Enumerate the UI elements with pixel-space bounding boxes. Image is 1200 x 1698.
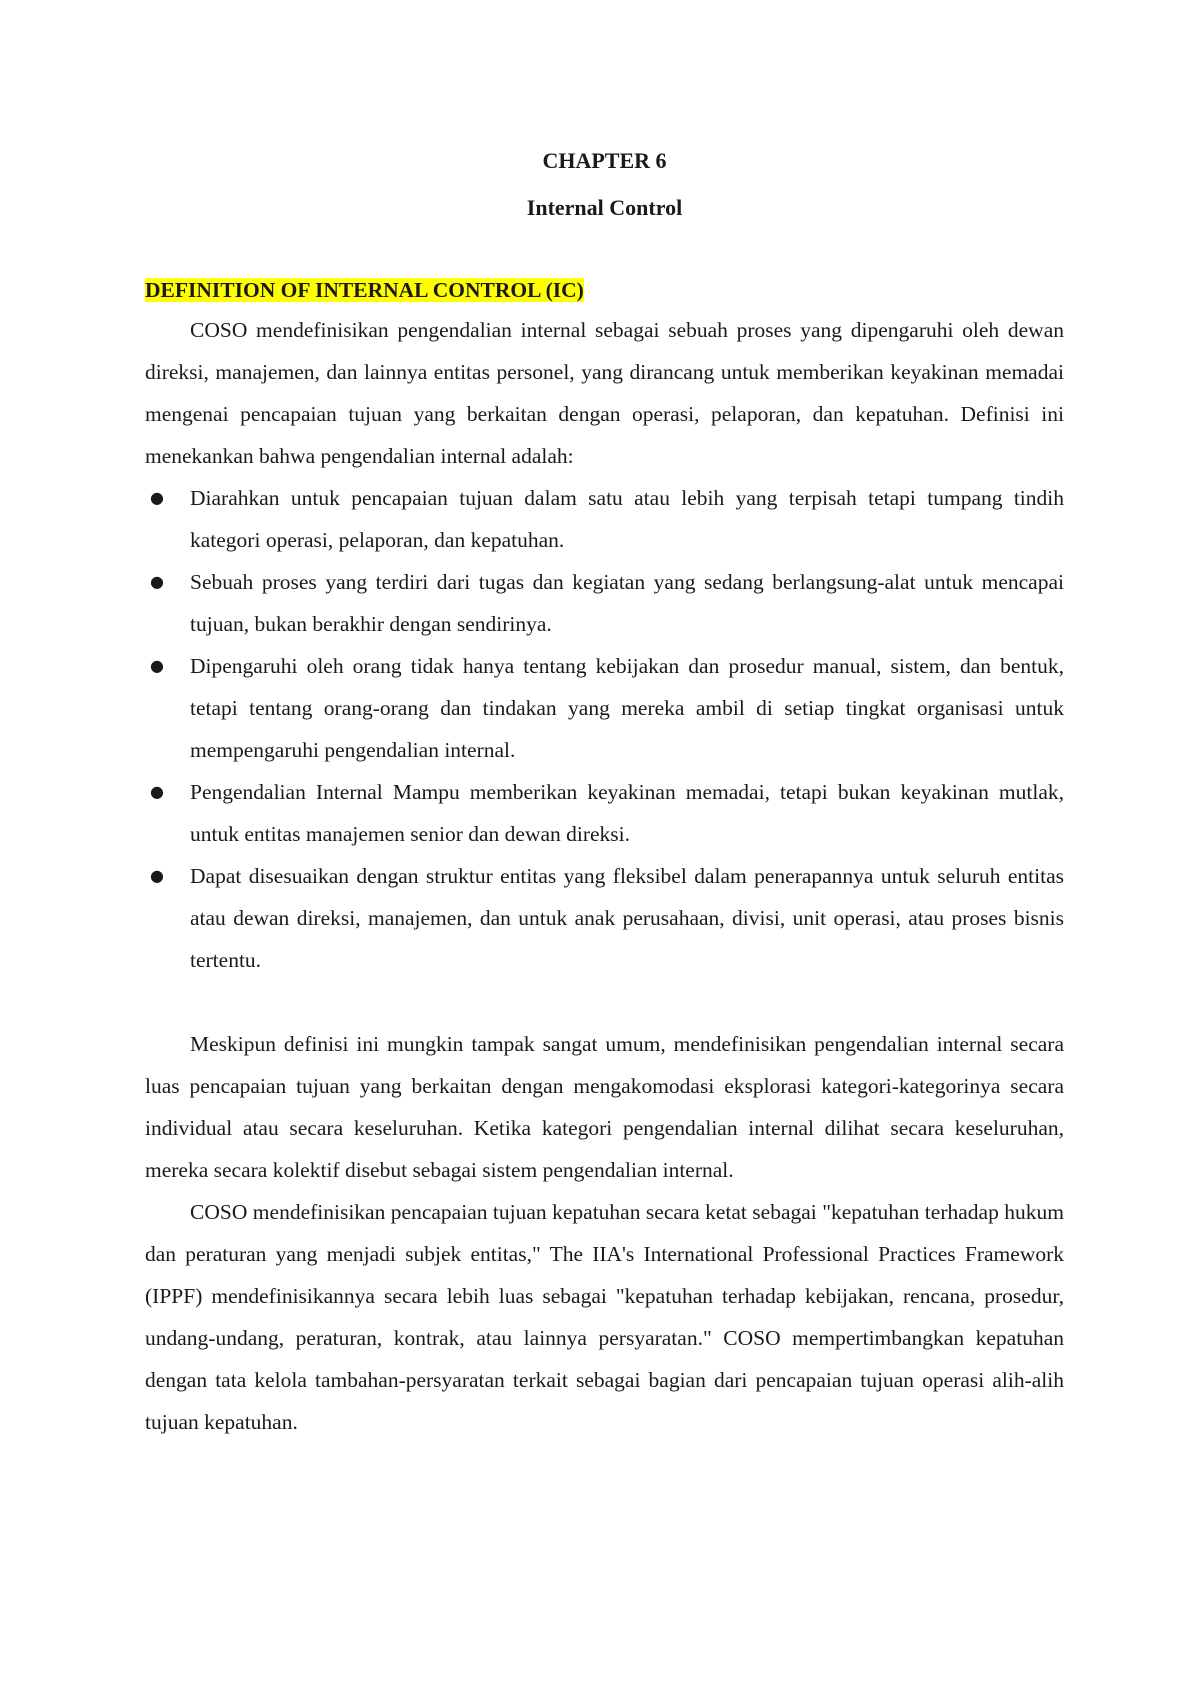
list-item xyxy=(145,855,1064,981)
bullet-text: Diarahkan untuk pencapaian tujuan dalam satu atau lebih yang terpisah tetapi tumpang tindih kategori operasi, pelaporan, dan kepatuhan. xyxy=(190,486,1064,552)
bullet-icon: ● xyxy=(150,656,164,675)
bullet-icon: ● xyxy=(150,488,164,507)
bullet-text: Pengendalian Internal Mampu memberikan keyakinan memadai, tetapi bukan keyakinan mutlak, untuk entitas manajemen senior dan dewan direksi. xyxy=(190,780,1064,846)
chapter-title: Internal Control xyxy=(526,195,683,220)
bullet-text: Dapat disesuaikan dengan struktur entitas yang fleksibel dalam penerapannya untuk seluruh entitas atau dewan direksi, manajemen, dan untuk anak perusahaan, divisi, unit operasi, atau proses bisnis tertentu. xyxy=(190,864,1064,972)
paragraph-spacer xyxy=(145,981,1064,1023)
list-item xyxy=(145,561,1064,645)
bullet-text: Dipengaruhi oleh orang tidak hanya tentang kebijakan dan prosedur manual, sistem, dan bentuk, tetapi tentang orang-orang dan tindakan yang mereka ambil di setiap tingkat organisasi untuk mempengaruhi pengendalian internal. xyxy=(190,654,1064,762)
section-heading xyxy=(145,277,1064,303)
bullet-icon: ● xyxy=(150,866,164,885)
intro-paragraph: COSO mendefinisikan pengendalian internal sebagai sebuah proses yang dipengaruhi oleh dewan direksi, manajemen, dan lainnya entitas personel, yang dirancang untuk memberikan keyakinan memadai mengenai pencapaian tujuan yang berkaitan dengan operasi, pelaporan, dan kepatuhan. Definisi ini menekankan bahwa pengendalian internal adalah: xyxy=(145,318,1064,468)
list-item xyxy=(145,771,1064,855)
body-paragraph-3: COSO mendefinisikan pencapaian tujuan kepatuhan secara ketat sebagai "kepatuhan terhadap hukum dan peraturan yang menjadi subjek entitas," The IIA's International Professional Practices Framework (IPPF) mendefinisikannya secara lebih luas sebagai "kepatuhan terhadap kebijakan, rencana, prosedur, undang-undang, peraturan, kontrak, atau lainnya persyaratan." COSO mempertimbangkan kepatuhan dengan tata kelola tambahan-persyaratan terkait sebagai bagian dari pencapaian tujuan operasi alih-alih tujuan kepatuhan. xyxy=(145,1200,1064,1434)
definition-bullet-list xyxy=(145,477,1064,981)
bullet-text: Sebuah proses yang terdiri dari tugas dan kegiatan yang sedang berlangsung-alat untuk mencapai tujuan, bukan berakhir dengan sendirinya. xyxy=(190,570,1064,636)
document-body xyxy=(145,148,1064,1443)
section-heading-text: DEFINITION OF INTERNAL CONTROL (IC) xyxy=(145,278,584,302)
chapter-label: CHAPTER 6 xyxy=(542,148,667,173)
bullet-icon: ● xyxy=(150,782,164,801)
body-paragraph-2: Meskipun definisi ini mungkin tampak sangat umum, mendefinisikan pengendalian internal secara luas pencapaian tujuan yang berkaitan dengan mengakomodasi eksplorasi kategori-kategorinya secara individual atau secara keseluruhan. Ketika kategori pengendalian internal dilihat secara keseluruhan, mereka secara kolektif disebut sebagai sistem pengendalian internal. xyxy=(145,1032,1064,1182)
list-item xyxy=(145,477,1064,561)
bullet-icon: ● xyxy=(150,572,164,591)
list-item xyxy=(145,645,1064,771)
